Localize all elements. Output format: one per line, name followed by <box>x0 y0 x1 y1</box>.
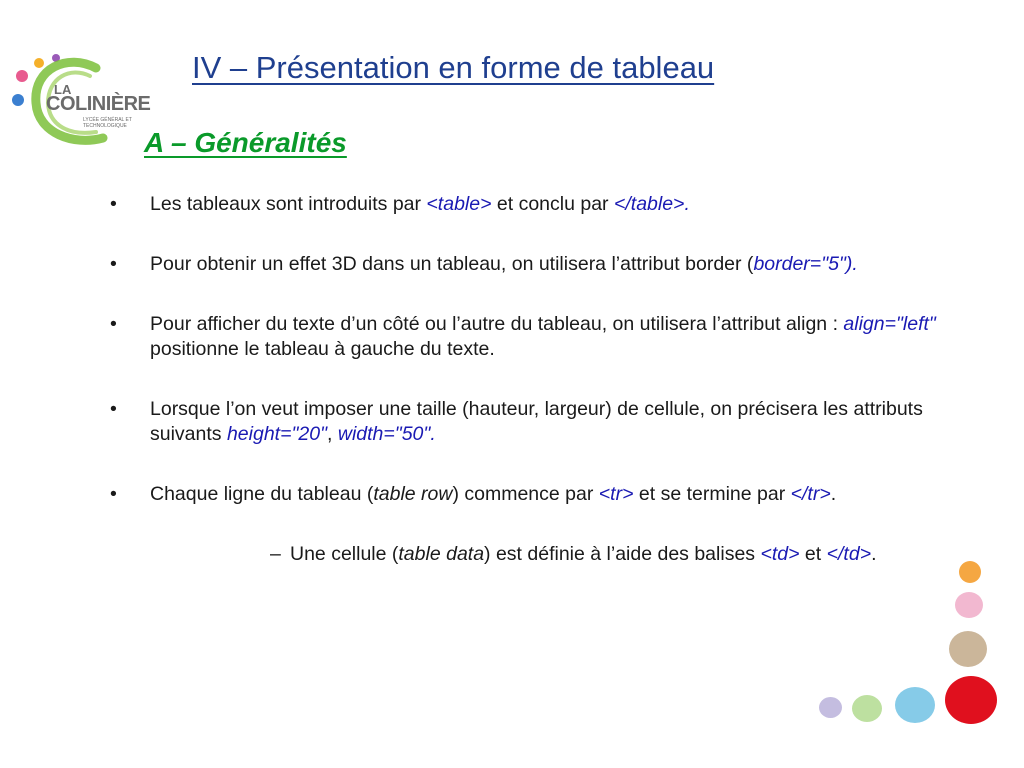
bullet-text: . <box>684 193 690 215</box>
bullet-text: Pour afficher du texte d’un côté ou l’autre du tableau, on utilisera l’attribut align : <box>150 313 844 335</box>
bullet-text: ). <box>845 253 858 275</box>
bullet-marker: • <box>110 483 117 505</box>
bullet-text: . <box>871 543 877 565</box>
code-snippet: width="50" <box>337 423 431 445</box>
bullet-text: Les tableaux sont introduits par <box>150 193 427 215</box>
code-snippet: </tr> <box>790 483 831 505</box>
code-snippet: border="5" <box>753 253 846 275</box>
bullet-item <box>108 397 938 447</box>
bullet-text: positionne le tableau à gauche du texte. <box>150 338 495 360</box>
decorative-dot-red <box>945 676 997 724</box>
bullet-text: . <box>430 423 436 445</box>
code-snippet: </table> <box>613 193 685 215</box>
bullet-marker: • <box>110 253 117 275</box>
bullet-marker: • <box>110 193 117 215</box>
bullet-marker: • <box>110 398 117 420</box>
decorative-dot-beige <box>949 631 987 667</box>
bullet-text: et conclu par <box>491 193 614 215</box>
code-snippet: height="20" <box>226 423 328 445</box>
logo-text-name: COLINIÈRE <box>46 93 151 115</box>
code-snippet: <tr> <box>598 483 634 505</box>
bullet-text: , <box>327 423 338 445</box>
bullet-text: Une cellule ( <box>290 543 399 565</box>
bullet-text: Pour obtenir un effet 3D dans un tableau, on utilisera l’attribut border ( <box>150 253 754 275</box>
bullet-item <box>108 312 938 362</box>
code-snippet: <table> <box>426 193 492 215</box>
decorative-dot-orange <box>959 561 981 583</box>
sub-bullet-item <box>270 542 938 567</box>
logo-text-sub: LYCÉE GÉNÉRAL ET TECHNOLOGIQUE <box>83 117 132 129</box>
decorative-dot-lightgreen <box>852 695 882 722</box>
bullet-marker: • <box>110 313 117 335</box>
bullet-item <box>108 192 938 217</box>
bullet-text: ) est définie à l’aide des balises <box>484 543 761 565</box>
italic-term: table row <box>373 483 453 505</box>
bullet-text: et <box>799 543 827 565</box>
code-snippet: </td> <box>826 543 872 565</box>
decorative-dot-lavender <box>819 697 842 718</box>
bullet-text: ) commence par <box>452 483 599 505</box>
sub-bullet-marker: – <box>270 543 281 565</box>
bullet-list <box>108 192 938 567</box>
italic-term: table data <box>398 543 485 565</box>
bullet-text: . <box>830 483 837 505</box>
bullet-item <box>108 482 938 507</box>
bullet-text: Lorsque l’on veut imposer une taille (hauteur, largeur) de cellule, on précisera les attributs suivants <box>150 398 923 445</box>
slide-title: IV – Présentation en forme de tableau <box>192 50 715 85</box>
section-subtitle: A – Généralités <box>144 127 347 158</box>
decorative-dot-pink <box>955 592 983 618</box>
logo-text-small: LA <box>54 82 72 97</box>
bullet-text: et se termine par <box>633 483 791 505</box>
code-snippet: <td> <box>760 543 800 565</box>
decorative-dot-lightblue <box>895 687 935 723</box>
bullet-text: Chaque ligne du tableau ( <box>150 483 374 505</box>
code-snippet: align="left" <box>843 313 936 335</box>
bullet-item <box>108 252 938 277</box>
